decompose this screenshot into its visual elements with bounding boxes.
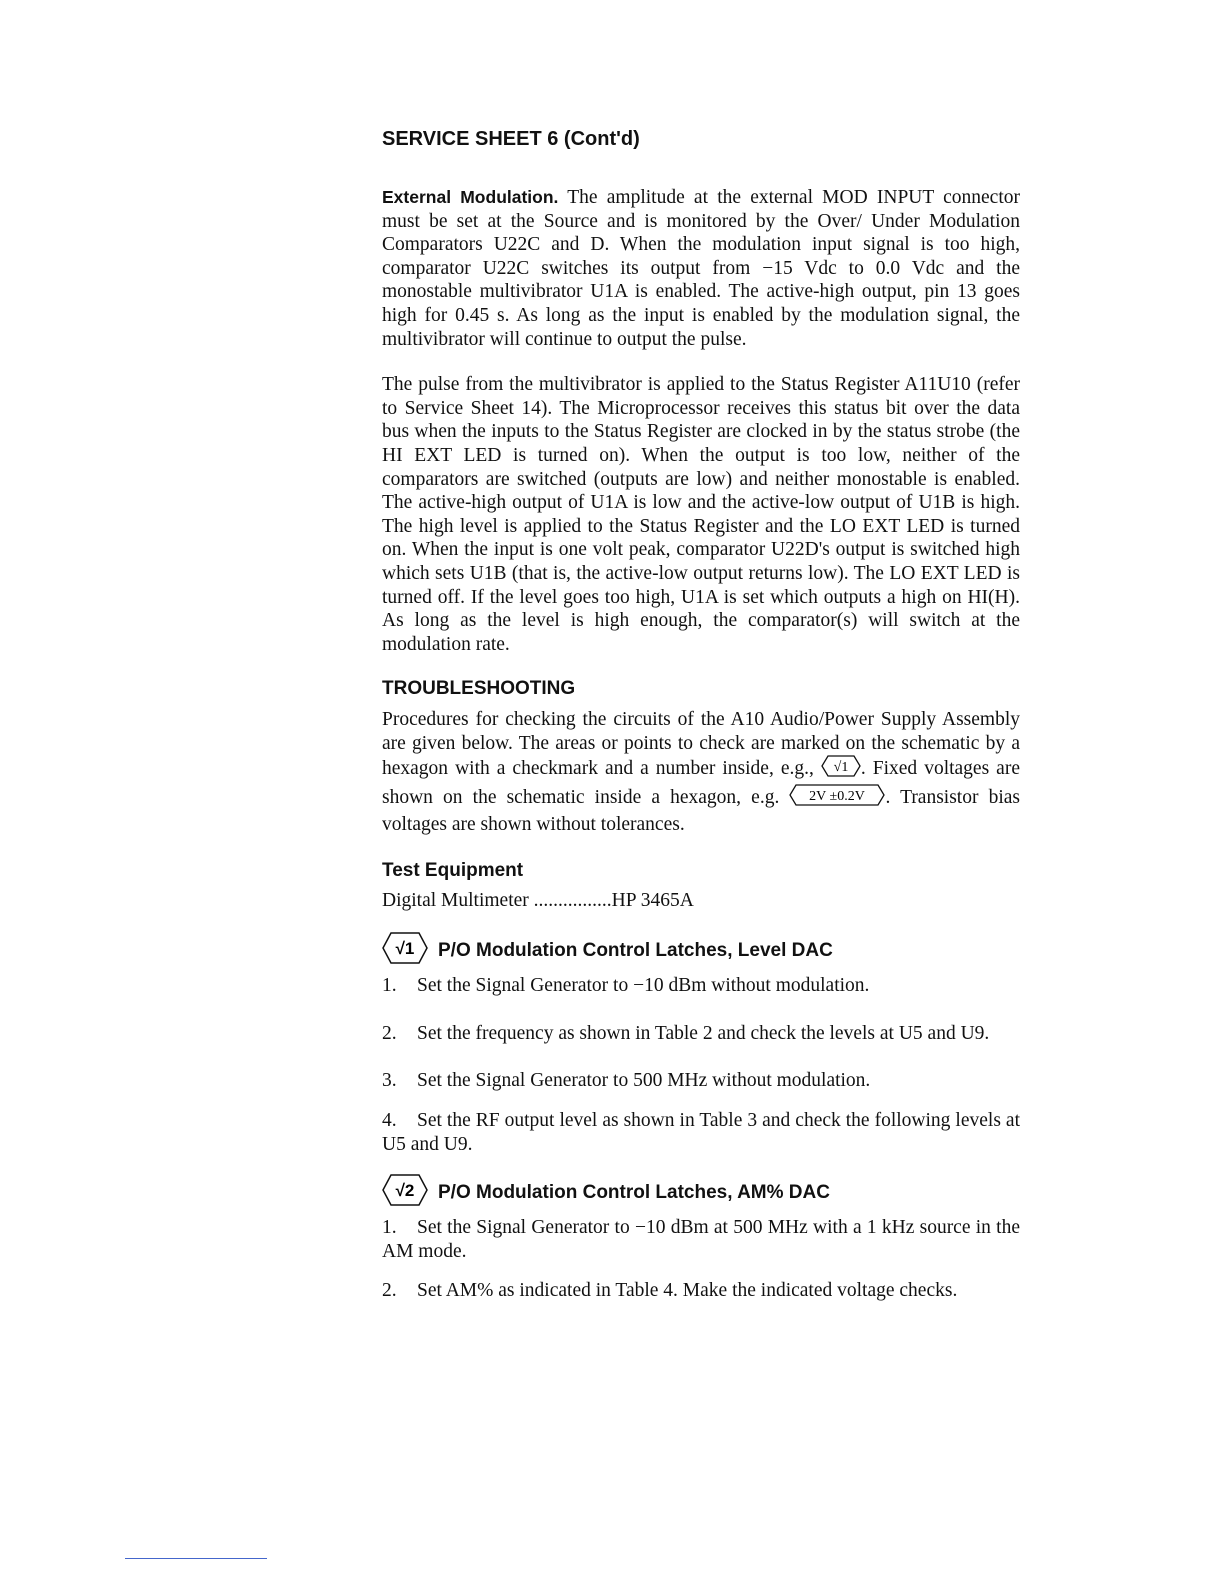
step-1-heading	[382, 932, 1020, 970]
troubleshooting-text-1: Procedures for checking the circuits of the A10 Audio/Power Supply Assembly are given below. The areas or points to check are marked on the schematic by a hexagon with a checkmark and a number inside, e.g.,	[382, 709, 1020, 780]
step-1-item: 1. Set the Signal Generator to −10 dBm without modulation.	[382, 975, 870, 997]
test-equipment-model: HP 3465A	[611, 890, 694, 912]
step-2-title: P/O Modulation Control Latches, AM% DAC	[438, 1182, 830, 1204]
troubleshooting-paragraph	[382, 708, 1020, 836]
step-2-badge: √2	[395, 1181, 415, 1201]
troubleshooting-text-2: . Fixed voltages are shown on the schematic inside a hexagon, e.g.	[382, 758, 1020, 808]
test-equipment-heading: Test Equipment	[382, 860, 524, 882]
step-1-badge: √1	[395, 939, 415, 959]
hex-example-1-label: √1	[833, 760, 849, 776]
hexagon-check-1-icon	[382, 932, 428, 970]
hexagon-voltage-icon	[789, 784, 885, 813]
hex-example-2-label: 2V ±0.2V	[809, 789, 866, 805]
leader-dots: ................	[528, 890, 612, 912]
step-1-title: P/O Modulation Control Latches, Level DAC	[438, 940, 833, 962]
step-1-item: 3. Set the Signal Generator to 500 MHz without modulation.	[382, 1070, 871, 1092]
hexagon-check-icon	[821, 755, 861, 784]
step-1-item: 4. Set the RF output level as shown in Table 3 and check the following levels at U5 and U9.	[382, 1110, 1020, 1155]
test-equipment-row	[382, 890, 1020, 912]
step-1-item: 2. Set the frequency as shown in Table 2 and check the levels at U5 and U9.	[382, 1022, 990, 1044]
external-modulation-paragraph	[382, 186, 1020, 351]
page-title: SERVICE SHEET 6 (Cont'd)	[382, 128, 640, 150]
hexagon-check-2-icon	[382, 1174, 428, 1212]
troubleshooting-heading: TROUBLESHOOTING	[382, 678, 576, 700]
external-modulation-run-in: External Modulation.	[382, 187, 559, 207]
test-equipment-item: Digital Multimeter	[382, 890, 529, 912]
step-2-item: 1. Set the Signal Generator to −10 dBm at 500 MHz with a 1 kHz source in the AM mode.	[382, 1217, 1020, 1262]
step-2-item: 2. Set AM% as indicated in Table 4. Make the indicated voltage checks.	[382, 1280, 958, 1302]
footer-rule	[125, 1558, 267, 1559]
external-modulation-text: The amplitude at the external MOD INPUT connector must be set at the Source and is monitored by the Over/ Under Modulation Comparators U22C and D. When the modulation input signal is too high, comparator U22C switches its output from −15 Vdc to 0.0 Vdc and the monostable multivibrator U1A is enabled. The active-high output, pin 13 goes high for 0.45 s. As long as the input is enabled by the modulation signal, the multivibrator will continue to output the pulse.	[382, 187, 1020, 350]
troubleshooting-text-3: . Transistor bias voltages are shown without tolerances.	[382, 786, 1020, 835]
pulse-paragraph: The pulse from the multivibrator is applied to the Status Register A11U10 (refer to Service Sheet 14). The Microprocessor receives this status bit over the data bus when the inputs to the Status Register are clocked in by the status strobe (the HI EXT LED is turned on). When the output is too low, neither of the comparators are switched (outputs are low) and neither monostable is enabled. The active-high output of U1A is low and the active-low output of U1B is high. The high level is applied to the Status Register and the LO EXT LED is turned on. When the input is one volt peak, comparator U22D's output is switched high which sets U1B (that is, the active-low output returns low). The LO EXT LED is turned off. If the level goes too high, U1A is set which outputs a high on HI(H). As long as the level is high enough, the comparator(s) will switch at the modulation rate.	[382, 374, 1020, 655]
step-2-heading	[382, 1174, 1020, 1212]
